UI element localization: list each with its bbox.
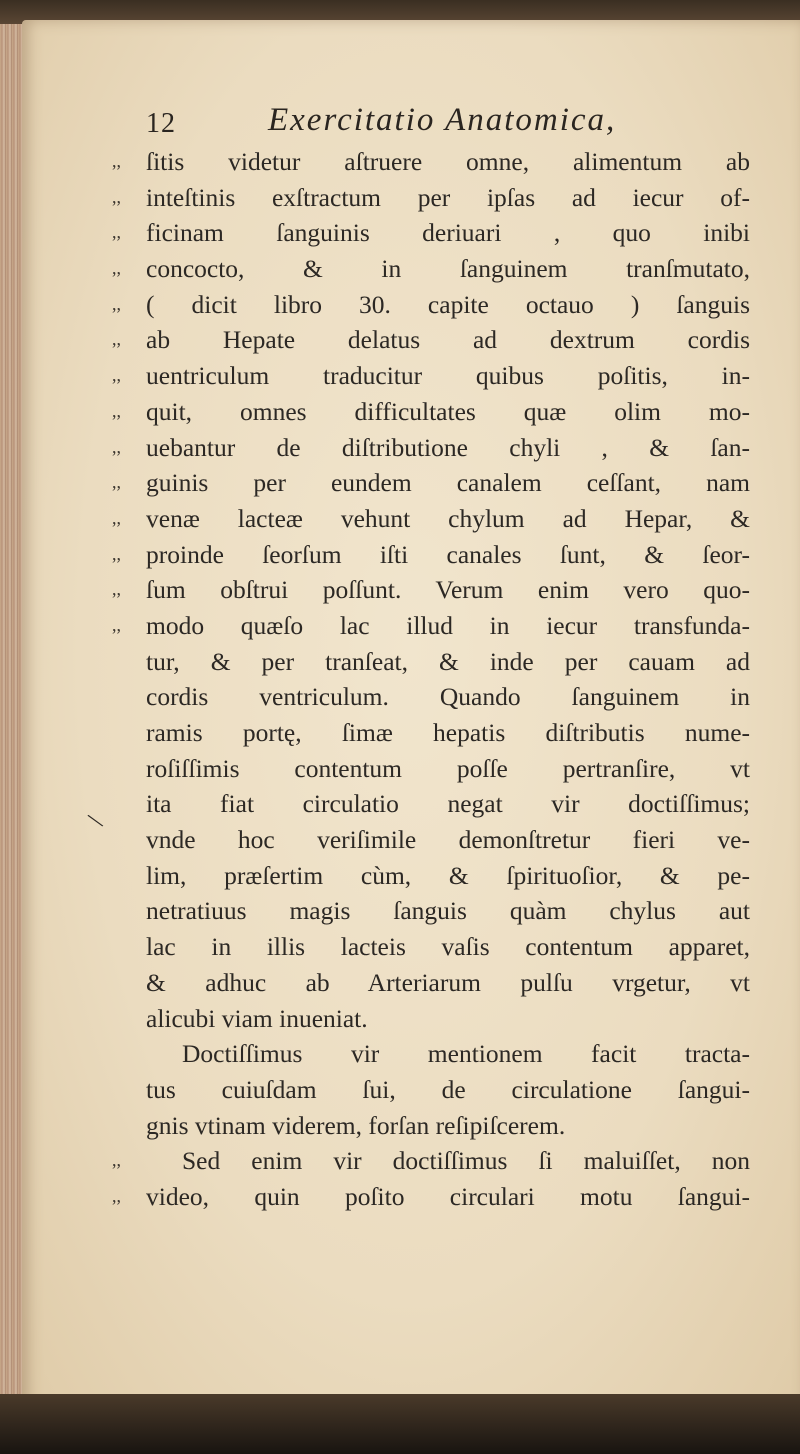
text-line	[112, 929, 752, 965]
text-line	[112, 893, 752, 929]
line-text: inteſtinis exſtractum per ipſas ad iecur of-	[146, 182, 750, 212]
line-text: quit, omnes difficultates quæ olim mo-	[146, 396, 750, 426]
line-text: ſum obſtrui poſſunt. Verum enim vero quo-	[146, 575, 750, 605]
quotation-mark: ,,	[112, 507, 121, 528]
quotation-mark: ,,	[112, 151, 121, 171]
text-line	[112, 537, 752, 573]
page-header	[146, 102, 746, 146]
text-line	[112, 358, 752, 394]
line-text: ſitis videtur aſtruere omne, alimentum ab	[146, 147, 750, 176]
quotation-mark: ,,	[112, 472, 121, 493]
line-text: ab Hepate delatus ad dextrum cordis	[146, 325, 750, 355]
text-line	[112, 751, 752, 787]
line-text: ficinam ſanguinis deriuari , quo inibi	[146, 218, 750, 248]
quotation-mark: ,,	[112, 543, 121, 564]
line-text: cordis ventriculum. Quando ſanguinem in	[146, 682, 750, 712]
text-line	[112, 1108, 752, 1144]
line-text: & adhuc ab Arteriarum pulſu vrgetur, vt	[146, 967, 750, 997]
line-text: uentriculum traducitur quibus poſitis, in-	[146, 361, 750, 391]
text-line	[112, 1143, 752, 1179]
text-line	[112, 394, 752, 430]
line-text: vnde hoc veriſimile demonſtretur fieri ve-	[146, 825, 750, 855]
text-line	[112, 322, 752, 358]
quotation-mark: ,,	[112, 222, 121, 243]
line-text: Sed enim vir doctiſſimus ſi maluiſſet, non	[182, 1146, 750, 1176]
text-line	[112, 786, 752, 822]
text-line	[112, 1036, 752, 1072]
text-line	[112, 144, 752, 180]
line-text: alicubi viam inueniat.	[146, 1003, 368, 1033]
text-line	[112, 858, 752, 894]
line-text: Doctiſſimus vir mentionem facit tracta-	[182, 1039, 750, 1069]
line-text: concocto, & in ſanguinem tranſmutato,	[146, 254, 750, 284]
quotation-mark: ,,	[112, 614, 121, 635]
text-line	[112, 965, 752, 1001]
quotation-mark: ,,	[112, 258, 121, 279]
line-text: lac in illis lacteis vaſis contentum apparet,	[146, 932, 750, 962]
text-line	[112, 644, 752, 680]
text-line	[112, 1001, 752, 1037]
text-line	[112, 608, 752, 644]
text-line	[112, 465, 752, 501]
quotation-mark: ,,	[112, 436, 121, 457]
body-text	[112, 144, 752, 1215]
marginal-mark: \	[84, 806, 107, 835]
quotation-mark: ,,	[112, 400, 121, 421]
line-text: lim, præſertim cùm, & ſpirituoſior, & pe-	[146, 860, 750, 890]
text-line	[112, 215, 752, 251]
page-number: 12	[146, 108, 176, 139]
text-line	[112, 1072, 752, 1108]
book-bottom-edge	[0, 1394, 800, 1454]
line-text: tus cuiuſdam ſui, de circulatione ſangui-	[146, 1074, 750, 1104]
quotation-mark: ,,	[112, 293, 121, 314]
text-line	[112, 572, 752, 608]
quotation-mark: ,,	[112, 329, 121, 350]
text-line	[112, 1179, 752, 1215]
text-line	[112, 180, 752, 216]
line-text: tur, & per tranſeat, & inde per cauam ad	[146, 646, 750, 676]
line-text: gnis vtinam viderem, forſan reſipiſcerem.	[146, 1110, 566, 1140]
running-title: Exercitatio Anatomica,	[268, 102, 617, 138]
line-text: venæ lacteæ vehunt chylum ad Hepar, &	[146, 503, 750, 533]
text-line	[112, 715, 752, 751]
line-text: roſiſſimis contentum poſſe pertranſire, vt	[146, 753, 750, 783]
quotation-mark: ,,	[112, 1150, 121, 1171]
line-text: modo quæſo lac illud in iecur transfunda-	[146, 610, 750, 640]
text-line	[112, 679, 752, 715]
text-line	[112, 287, 752, 323]
line-text: guinis per eundem canalem ceſſant, nam	[146, 468, 750, 498]
text-line	[112, 501, 752, 537]
line-text: video, quin poſito circulari motu ſangui-	[146, 1181, 750, 1211]
line-text: ita fiat circulatio negat vir doctiſſimus;	[146, 789, 750, 819]
quotation-mark: ,,	[112, 186, 121, 207]
quotation-mark: ,,	[112, 579, 121, 600]
line-text: ramis portę, ſimæ hepatis diſtributis nume-	[146, 718, 750, 747]
quotation-mark: ,,	[112, 365, 121, 386]
text-line	[112, 822, 752, 858]
quotation-mark: ,,	[112, 1185, 121, 1206]
line-text: ( dicit libro 30. capite octauo ) ſanguis	[146, 289, 750, 319]
line-text: uebantur de diſtributione chyli , & ſan-	[146, 432, 750, 462]
line-text: netratiuus magis ſanguis quàm chylus aut	[146, 896, 750, 926]
line-text: proinde ſeorſum iſti canales ſunt, & ſeor-	[146, 539, 750, 569]
text-line	[112, 430, 752, 466]
text-line	[112, 251, 752, 287]
